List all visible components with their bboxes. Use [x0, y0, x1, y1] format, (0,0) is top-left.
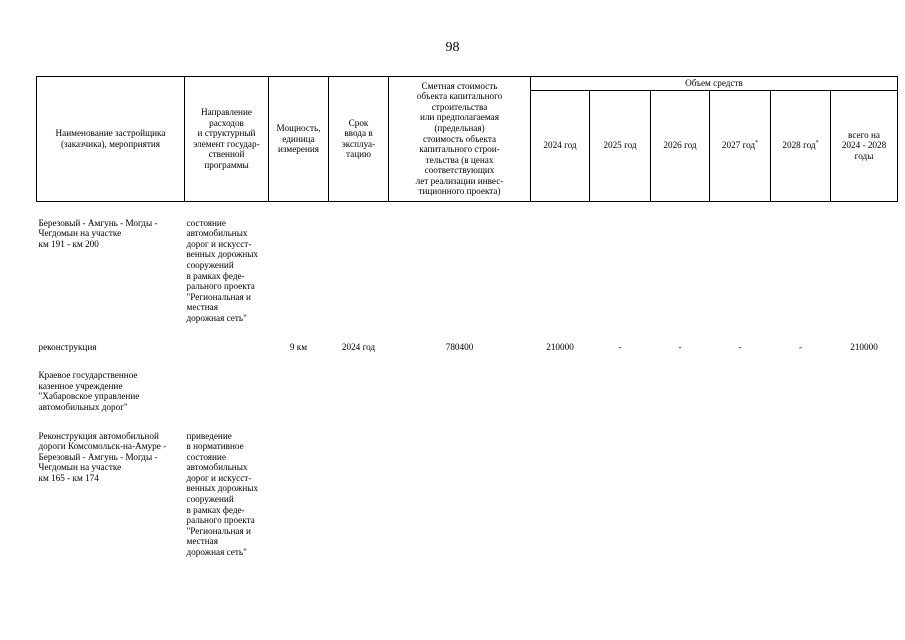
row-term: 2024 год — [341, 341, 376, 352]
header-cost: Сметная стоимость объекта капитального строительства или предполагаемая (предельная) стоимость объекта капитального строи- тельства (в ценах соответствующих лет реализации инвес- тиционного проекта) — [389, 77, 531, 202]
row-y2025: - — [618, 341, 622, 352]
header-year-2027: 2027 год* — [710, 90, 771, 201]
row-direction: приведение в нормативное состояние автомобильных дорог и искусст- венных дорожных сооружений в рамках феде- рального проекта "Региональная и местная дорожная сеть" — [186, 430, 259, 558]
table-row — [37, 429, 898, 560]
row-direction: состояние автомобильных дорог и искусст- венных дорожных сооружений в рамках феде- рального проекта "Региональная и местная дорожная сеть" — [186, 217, 259, 323]
row-name: Реконструкция автомобильной дороги Комсомольск-на-Амуре - Березовый - Амгунь - Могды - Чегдомын на участке км 165 - км 174 — [38, 430, 167, 483]
row-y2028: - — [798, 341, 803, 352]
budget-table — [36, 76, 898, 560]
row-name: реконструкция — [38, 341, 97, 352]
table-row — [37, 340, 898, 355]
row-name: Краевое государственное казенное учреждение "Хабаровское управление автомобильных дорог" — [38, 370, 140, 412]
header-year-2024: 2024 год — [531, 90, 590, 201]
row-cost: 780400 — [445, 341, 474, 352]
table-row — [37, 368, 898, 414]
row-capacity: 9 км — [289, 341, 308, 352]
header-capacity: Мощность, единица измерения — [269, 77, 329, 202]
header-year-2028: 2028 год* — [771, 90, 831, 201]
row-y2027: - — [738, 341, 742, 352]
header-volume: Объем средств — [531, 77, 898, 91]
header-total: всего на 2024 - 2028 годы — [831, 90, 898, 201]
row-name: Березовый - Амгунь - Могды - Чегдомын на участке км 191 - км 200 — [38, 217, 158, 249]
header-direction: Направление расходов и структурный элемент государ- ственной программы — [185, 77, 269, 202]
header-name: Наименование застройщика (заказчика), мероприятия — [37, 77, 185, 202]
page-number: 98 — [445, 40, 460, 55]
table-row — [37, 216, 898, 326]
row-y2024: 210000 — [546, 341, 574, 352]
header-term: Срок ввода в эксплуа- тацию — [329, 77, 389, 202]
row-y2026: - — [678, 341, 682, 352]
header-year-2026: 2026 год — [651, 90, 710, 201]
row-total: 210000 — [850, 341, 878, 352]
header-year-2025: 2025 год — [590, 90, 651, 201]
